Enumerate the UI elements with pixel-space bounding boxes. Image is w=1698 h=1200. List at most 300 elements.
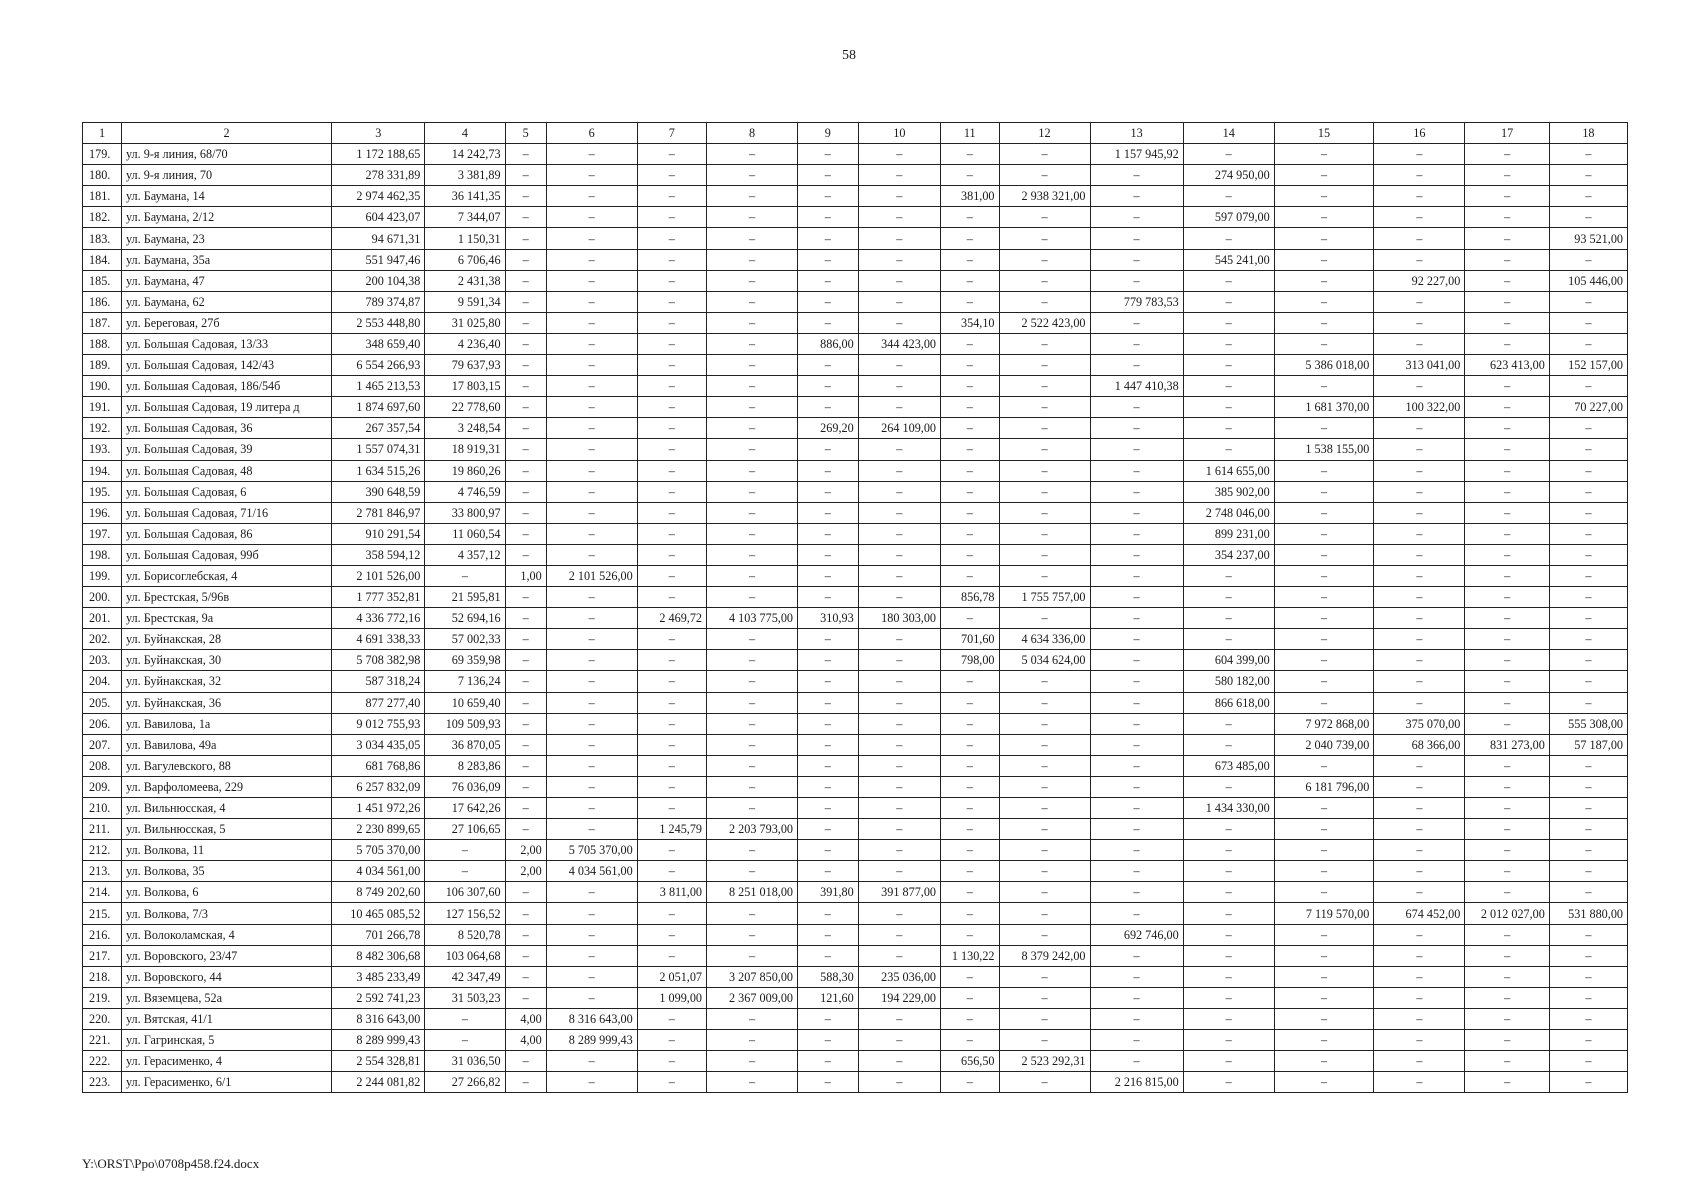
table-row — [83, 629, 1628, 650]
table-cell: – — [1274, 333, 1374, 354]
table-row — [83, 882, 1628, 903]
table-cell: 1 130,22 — [941, 945, 1000, 966]
table-cell: 9 012 755,93 — [332, 713, 425, 734]
table-cell: – — [637, 945, 706, 966]
table-cell: – — [941, 544, 1000, 565]
table-row — [83, 819, 1628, 840]
table-cell: 1 157 945,92 — [1090, 144, 1183, 165]
table-cell: – — [707, 798, 798, 819]
table-cell: – — [1183, 397, 1274, 418]
table-cell: – — [1090, 460, 1183, 481]
table-cell: 194. — [83, 460, 122, 481]
table-cell: 18 919,31 — [425, 439, 505, 460]
table-cell: – — [505, 523, 546, 544]
table-cell: – — [798, 270, 859, 291]
table-cell: 2 051,07 — [637, 966, 706, 987]
table-cell: 587 318,24 — [332, 671, 425, 692]
table-cell: – — [798, 819, 859, 840]
table-cell: – — [1465, 418, 1550, 439]
table-cell: – — [1465, 544, 1550, 565]
table-cell: – — [425, 565, 505, 586]
table-row — [83, 1008, 1628, 1029]
table-cell: 8 283,86 — [425, 755, 505, 776]
table-row — [83, 924, 1628, 945]
table-cell: – — [1274, 819, 1374, 840]
table-cell: – — [999, 1030, 1090, 1051]
table-cell: – — [707, 165, 798, 186]
table-row — [83, 987, 1628, 1008]
table-row — [83, 776, 1628, 797]
table-cell: – — [505, 249, 546, 270]
table-cell: 109 509,93 — [425, 713, 505, 734]
table-cell: – — [505, 608, 546, 629]
table-cell: 4 634 336,00 — [999, 629, 1090, 650]
table-cell: – — [1549, 418, 1627, 439]
table-cell: – — [505, 291, 546, 312]
table-cell: 93 521,00 — [1549, 228, 1627, 249]
table-cell: 8 520,78 — [425, 924, 505, 945]
table-cell: – — [941, 165, 1000, 186]
table-cell: – — [1274, 523, 1374, 544]
table-cell: – — [505, 144, 546, 165]
table-cell: – — [707, 249, 798, 270]
table-cell: 33 800,97 — [425, 502, 505, 523]
table-cell: – — [798, 1051, 859, 1072]
table-cell: – — [798, 1008, 859, 1029]
table-cell: 188. — [83, 333, 122, 354]
table-cell: – — [546, 776, 637, 797]
table-cell: – — [707, 460, 798, 481]
table-cell: – — [546, 587, 637, 608]
table-row — [83, 671, 1628, 692]
table-cell: – — [637, 523, 706, 544]
table-cell: 42 347,49 — [425, 966, 505, 987]
column-header: 14 — [1183, 123, 1274, 144]
table-cell: – — [858, 207, 940, 228]
table-cell: 673 485,00 — [1183, 755, 1274, 776]
table-cell: – — [1374, 1008, 1465, 1029]
table-cell: – — [505, 987, 546, 1008]
table-cell: 1 681 370,00 — [1274, 397, 1374, 418]
table-cell: ул. Большая Садовая, 36 — [122, 418, 332, 439]
column-header: 12 — [999, 123, 1090, 144]
table-cell: – — [637, 903, 706, 924]
table-cell: – — [858, 460, 940, 481]
table-cell: – — [1183, 882, 1274, 903]
table-cell: – — [707, 861, 798, 882]
table-cell: – — [1090, 966, 1183, 987]
table-cell: – — [1090, 713, 1183, 734]
table-cell: 2 469,72 — [637, 608, 706, 629]
table-cell: – — [1183, 587, 1274, 608]
table-cell: 4 034 561,00 — [546, 861, 637, 882]
table-cell: ул. Баумана, 62 — [122, 291, 332, 312]
table-cell: 215. — [83, 903, 122, 924]
table-cell: – — [1090, 418, 1183, 439]
table-cell: 4 746,59 — [425, 481, 505, 502]
table-cell: 216. — [83, 924, 122, 945]
table-cell: 152 157,00 — [1549, 355, 1627, 376]
table-cell: 198. — [83, 544, 122, 565]
table-cell: – — [1183, 312, 1274, 333]
table-cell: – — [858, 924, 940, 945]
table-cell: 200 104,38 — [332, 270, 425, 291]
table-cell: – — [1090, 587, 1183, 608]
table-cell: 1 245,79 — [637, 819, 706, 840]
table-cell: 57 002,33 — [425, 629, 505, 650]
table-cell: – — [1465, 587, 1550, 608]
table-cell: – — [707, 144, 798, 165]
table-cell: – — [707, 355, 798, 376]
column-header: 18 — [1549, 123, 1627, 144]
table-cell: 2 244 081,82 — [332, 1072, 425, 1093]
table-cell: 36 141,35 — [425, 186, 505, 207]
table-cell: – — [1465, 650, 1550, 671]
table-cell: – — [999, 1072, 1090, 1093]
table-cell: – — [1374, 291, 1465, 312]
table-cell: ул. Брестская, 9а — [122, 608, 332, 629]
table-row — [83, 502, 1628, 523]
table-cell: 4 357,12 — [425, 544, 505, 565]
table-cell: 217. — [83, 945, 122, 966]
table-cell: – — [1465, 945, 1550, 966]
table-cell: – — [546, 987, 637, 1008]
table-cell: – — [637, 1030, 706, 1051]
table-cell: – — [1465, 1051, 1550, 1072]
table-cell: – — [505, 544, 546, 565]
table-cell: 1 099,00 — [637, 987, 706, 1008]
table-cell: – — [1465, 460, 1550, 481]
table-cell: – — [1549, 776, 1627, 797]
table-row — [83, 713, 1628, 734]
table-cell: – — [1183, 776, 1274, 797]
table-cell: – — [999, 355, 1090, 376]
table-cell: 6 706,46 — [425, 249, 505, 270]
table-cell: – — [1465, 755, 1550, 776]
table-cell: – — [1465, 186, 1550, 207]
table-cell: – — [637, 186, 706, 207]
table-cell: – — [637, 270, 706, 291]
table-cell: – — [707, 481, 798, 502]
table-cell: 358 594,12 — [332, 544, 425, 565]
table-cell: – — [999, 544, 1090, 565]
table-row — [83, 523, 1628, 544]
table-cell: 8 749 202,60 — [332, 882, 425, 903]
table-cell: – — [1465, 270, 1550, 291]
column-header: 6 — [546, 123, 637, 144]
table-row — [83, 144, 1628, 165]
table-cell: – — [941, 924, 1000, 945]
table-cell: 5 705 370,00 — [546, 840, 637, 861]
table-cell: – — [1549, 840, 1627, 861]
table-row — [83, 165, 1628, 186]
table-cell: – — [1274, 882, 1374, 903]
table-cell: – — [858, 249, 940, 270]
table-cell: – — [1274, 671, 1374, 692]
table-cell: ул. Вавилова, 1а — [122, 713, 332, 734]
table-cell: – — [1465, 882, 1550, 903]
table-cell: 196. — [83, 502, 122, 523]
table-cell: – — [941, 819, 1000, 840]
table-cell: – — [999, 966, 1090, 987]
table-cell: 2 938 321,00 — [999, 186, 1090, 207]
table-cell: – — [941, 207, 1000, 228]
table-cell: – — [707, 776, 798, 797]
table-row — [83, 945, 1628, 966]
table-cell: 2 974 462,35 — [332, 186, 425, 207]
table-cell: – — [798, 186, 859, 207]
table-cell: – — [798, 376, 859, 397]
table-cell: – — [1465, 397, 1550, 418]
column-header: 8 — [707, 123, 798, 144]
table-cell: – — [505, 397, 546, 418]
table-cell: – — [707, 270, 798, 291]
table-cell: 597 079,00 — [1183, 207, 1274, 228]
table-cell: 580 182,00 — [1183, 671, 1274, 692]
table-cell: – — [858, 186, 940, 207]
table-cell: – — [1549, 1072, 1627, 1093]
table-cell: – — [941, 692, 1000, 713]
table-cell: – — [546, 397, 637, 418]
table-cell: – — [546, 755, 637, 776]
table-cell: – — [1374, 587, 1465, 608]
table-cell: – — [999, 692, 1090, 713]
table-cell: – — [1090, 333, 1183, 354]
table-cell: – — [546, 228, 637, 249]
table-cell: – — [1274, 1030, 1374, 1051]
table-cell: ул. Вагулевского, 88 — [122, 755, 332, 776]
table-cell: – — [505, 882, 546, 903]
table-cell: – — [1465, 798, 1550, 819]
table-cell: 1 755 757,00 — [999, 587, 1090, 608]
table-cell: 1 614 655,00 — [1183, 460, 1274, 481]
table-cell: 2 431,38 — [425, 270, 505, 291]
table-cell: – — [637, 650, 706, 671]
table-cell: – — [941, 776, 1000, 797]
table-cell: 205. — [83, 692, 122, 713]
table-cell: – — [505, 776, 546, 797]
table-cell: – — [637, 439, 706, 460]
table-cell: 202. — [83, 629, 122, 650]
table-cell: 886,00 — [798, 333, 859, 354]
table-cell: – — [941, 755, 1000, 776]
table-cell: 269,20 — [798, 418, 859, 439]
table-cell: ул. Буйнакская, 28 — [122, 629, 332, 650]
table-cell: 5 386 018,00 — [1274, 355, 1374, 376]
table-cell: – — [941, 861, 1000, 882]
table-row — [83, 207, 1628, 228]
page-number: 58 — [842, 48, 856, 63]
table-cell: 798,00 — [941, 650, 1000, 671]
table-cell: – — [546, 249, 637, 270]
table-cell: – — [1274, 544, 1374, 565]
table-cell: – — [1465, 608, 1550, 629]
table-cell: – — [858, 523, 940, 544]
table-cell: – — [941, 249, 1000, 270]
table-cell: – — [1465, 291, 1550, 312]
table-cell: 213. — [83, 861, 122, 882]
table-cell: – — [858, 397, 940, 418]
table-cell: – — [1549, 439, 1627, 460]
table-cell: – — [999, 776, 1090, 797]
table-cell: 3 381,89 — [425, 165, 505, 186]
table-cell: – — [1274, 1008, 1374, 1029]
table-cell: 391 877,00 — [858, 882, 940, 903]
table-cell: – — [798, 903, 859, 924]
table-body — [83, 144, 1628, 1093]
table-cell: – — [1274, 629, 1374, 650]
table-cell: – — [1274, 798, 1374, 819]
table-cell: – — [707, 291, 798, 312]
table-cell: – — [798, 460, 859, 481]
table-cell: 17 803,15 — [425, 376, 505, 397]
table-cell: – — [999, 755, 1090, 776]
table-cell: – — [999, 333, 1090, 354]
column-header: 13 — [1090, 123, 1183, 144]
table-cell: 8 316 643,00 — [332, 1008, 425, 1029]
table-cell: 8 482 306,68 — [332, 945, 425, 966]
table-cell: – — [1274, 861, 1374, 882]
table-row — [83, 291, 1628, 312]
table-cell: – — [1274, 608, 1374, 629]
table-cell: – — [1090, 270, 1183, 291]
table-cell: – — [546, 713, 637, 734]
table-cell: – — [505, 671, 546, 692]
table-cell: 6 181 796,00 — [1274, 776, 1374, 797]
table-cell: – — [1274, 291, 1374, 312]
table-cell: – — [1465, 987, 1550, 1008]
table-cell: – — [941, 966, 1000, 987]
table-cell: 195. — [83, 481, 122, 502]
table-cell: – — [1549, 523, 1627, 544]
table-cell: – — [858, 840, 940, 861]
table-cell: 1 557 074,31 — [332, 439, 425, 460]
table-cell: 692 746,00 — [1090, 924, 1183, 945]
column-header: 4 — [425, 123, 505, 144]
table-cell: – — [1183, 355, 1274, 376]
table-cell: – — [1274, 312, 1374, 333]
column-header: 16 — [1374, 123, 1465, 144]
table-cell: – — [1183, 945, 1274, 966]
table-cell: – — [637, 228, 706, 249]
table-cell: – — [1090, 523, 1183, 544]
table-cell: 623 413,00 — [1465, 355, 1550, 376]
table-cell: 10 465 085,52 — [332, 903, 425, 924]
table-cell: 203. — [83, 650, 122, 671]
table-cell: – — [637, 734, 706, 755]
table-cell: – — [941, 333, 1000, 354]
table-cell: ул. Баумана, 47 — [122, 270, 332, 291]
table-row — [83, 376, 1628, 397]
table-cell: – — [1374, 882, 1465, 903]
table-cell: – — [1549, 144, 1627, 165]
table-cell: – — [707, 587, 798, 608]
table-cell: – — [505, 270, 546, 291]
table-cell: – — [546, 608, 637, 629]
table-cell: – — [1090, 798, 1183, 819]
table-cell: – — [1549, 460, 1627, 481]
table-cell: – — [941, 713, 1000, 734]
table-cell: 2,00 — [505, 840, 546, 861]
column-header: 3 — [332, 123, 425, 144]
table-cell: – — [1183, 924, 1274, 945]
table-cell: 185. — [83, 270, 122, 291]
table-cell: – — [1090, 945, 1183, 966]
table-cell: – — [1374, 798, 1465, 819]
table-cell: 2 367 009,00 — [707, 987, 798, 1008]
table-cell: – — [1090, 882, 1183, 903]
table-cell: – — [707, 439, 798, 460]
table-cell: 76 036,09 — [425, 776, 505, 797]
column-header: 17 — [1465, 123, 1550, 144]
table-cell: – — [1274, 165, 1374, 186]
table-cell: – — [858, 565, 940, 586]
table-cell: – — [941, 882, 1000, 903]
table-cell: – — [1374, 924, 1465, 945]
table-cell: – — [1465, 439, 1550, 460]
table-cell: 11 060,54 — [425, 523, 505, 544]
table-cell: – — [546, 355, 637, 376]
table-cell: 344 423,00 — [858, 333, 940, 354]
table-row — [83, 692, 1628, 713]
table-cell: 391,80 — [798, 882, 859, 903]
table-cell: – — [546, 882, 637, 903]
table-cell: – — [1374, 1051, 1465, 1072]
table-cell: – — [941, 481, 1000, 502]
table-cell: – — [637, 671, 706, 692]
table-cell: – — [546, 523, 637, 544]
table-cell: – — [1465, 207, 1550, 228]
table-cell: – — [1374, 565, 1465, 586]
table-cell: – — [999, 882, 1090, 903]
table-cell: – — [858, 734, 940, 755]
table-cell: – — [1274, 924, 1374, 945]
table-cell: – — [1183, 376, 1274, 397]
table-cell: – — [1465, 629, 1550, 650]
table-cell: – — [1374, 692, 1465, 713]
table-cell: – — [1374, 481, 1465, 502]
table-cell: – — [999, 987, 1090, 1008]
table-cell: – — [1090, 734, 1183, 755]
table-cell: 531 880,00 — [1549, 903, 1627, 924]
table-cell: – — [1374, 502, 1465, 523]
table-cell: – — [707, 333, 798, 354]
table-cell: – — [941, 840, 1000, 861]
table-cell: – — [1090, 903, 1183, 924]
table-cell: – — [505, 502, 546, 523]
table-cell: 31 025,80 — [425, 312, 505, 333]
table-cell: 70 227,00 — [1549, 397, 1627, 418]
table-cell: 208. — [83, 755, 122, 776]
table-cell: 1 777 352,81 — [332, 587, 425, 608]
table-cell: – — [941, 1072, 1000, 1093]
table-cell: – — [1090, 1008, 1183, 1029]
table-cell: – — [505, 312, 546, 333]
table-cell: – — [1274, 228, 1374, 249]
table-cell: – — [1274, 755, 1374, 776]
table-cell: – — [1374, 523, 1465, 544]
table-cell: – — [798, 249, 859, 270]
table-cell: 555 308,00 — [1549, 713, 1627, 734]
table-cell: – — [1090, 671, 1183, 692]
table-cell: – — [505, 819, 546, 840]
table-cell: – — [999, 523, 1090, 544]
table-cell: 2 012 027,00 — [1465, 903, 1550, 924]
table-cell: – — [1274, 460, 1374, 481]
table-cell: – — [1090, 228, 1183, 249]
table-cell: – — [941, 1008, 1000, 1029]
table-cell: 1,00 — [505, 565, 546, 586]
